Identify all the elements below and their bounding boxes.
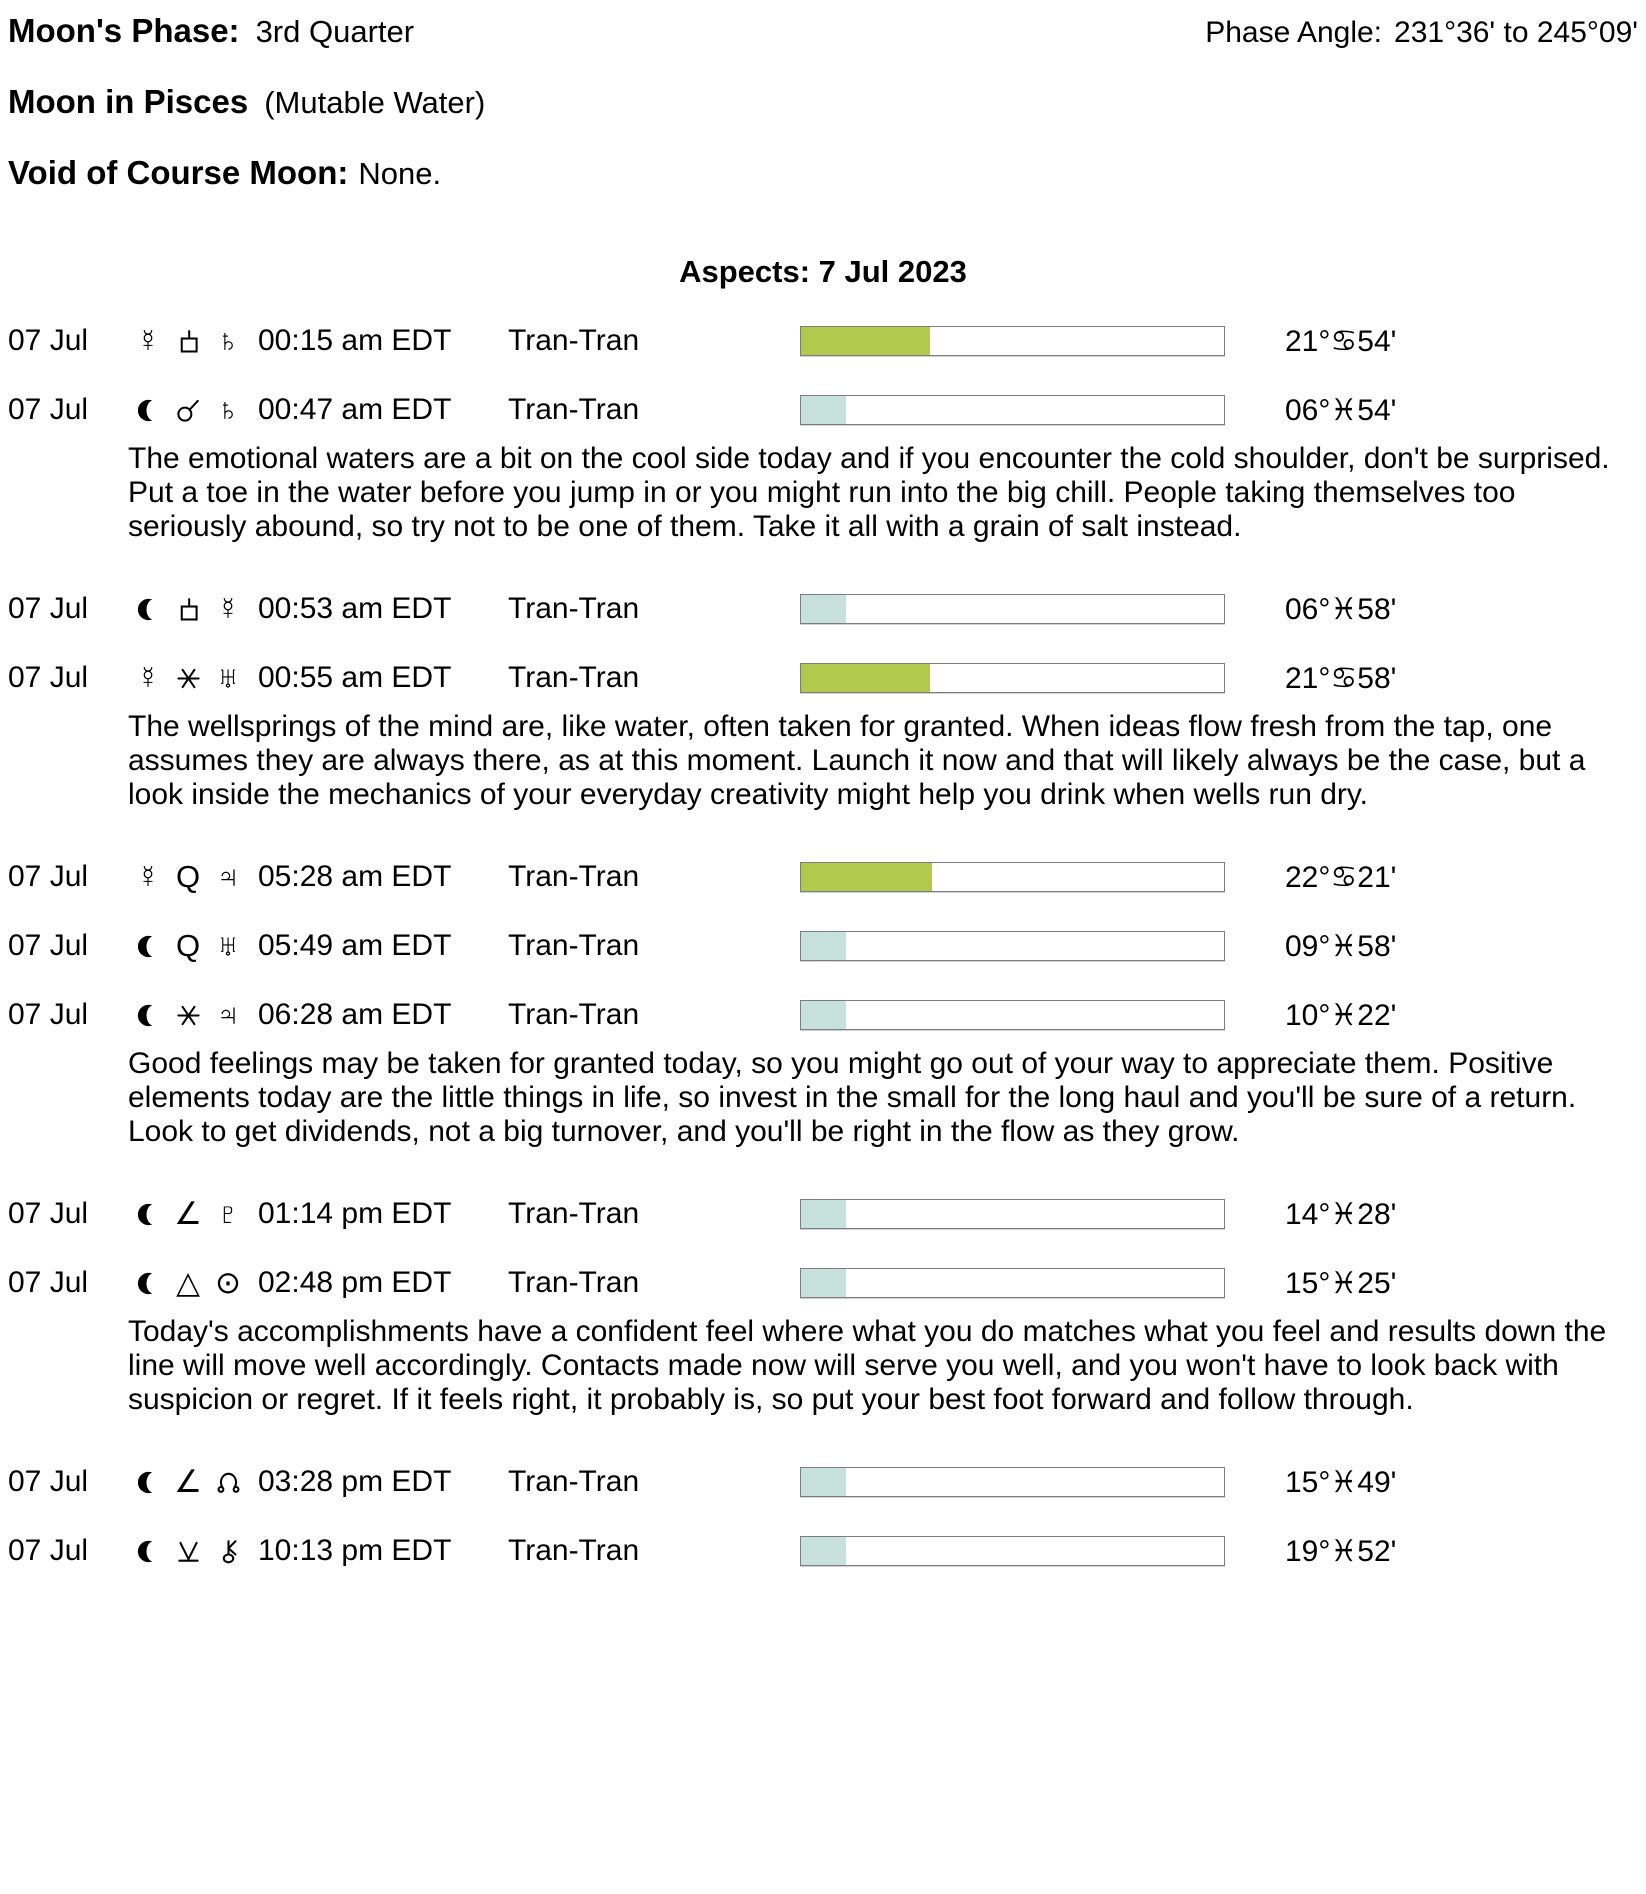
aspect-row [8,323,1638,359]
aspect-type: Tran-Tran [508,1266,640,1299]
aspect-time: 02:48 pm EDT [258,1266,452,1299]
aspect-position: 14°♓28' [1285,1197,1397,1231]
moon-icon [128,1270,168,1297]
jupiter-icon: ♃ [216,859,240,894]
moon-sign-value: (Mutable Water) [264,85,486,120]
aspect-type: Tran-Tran [508,393,640,426]
sextile-icon [168,665,208,692]
aspect-symbols [128,323,258,358]
orb-bar-fill [801,327,930,355]
moon-icon [128,397,168,424]
sesquiquadrate-icon [168,596,208,623]
orb-bar [800,1536,1225,1566]
aspect-time: 06:28 am EDT [258,998,452,1031]
pluto-icon: ♇ [216,1196,240,1231]
aspect-type: Tran-Tran [508,592,640,625]
orb-bar-fill [801,1269,846,1297]
aspect-date: 07 Jul [8,1197,89,1230]
aspect-row [8,928,1638,964]
aspect-time: 05:49 am EDT [258,929,452,962]
aspect-row [8,1533,1638,1569]
orb-bar [800,1000,1225,1030]
aspect-position: 06°♓58' [1285,592,1397,626]
orb-bar [800,326,1225,356]
orb-bar [800,663,1225,693]
conjunction-icon [168,397,208,424]
moon-icon [128,1469,168,1496]
sesquiquadrate-icon [168,328,208,355]
orb-bar [800,395,1225,425]
orb-bar-fill [801,863,932,891]
aspect-position: 10°♓22' [1285,998,1397,1032]
aspect-symbols [128,1196,258,1231]
uranus-icon: ♅ [216,660,240,695]
orb-bar-fill [801,1001,846,1029]
jupiter-icon: ♃ [216,997,240,1032]
moon-sign-label: Moon in Pisces [8,83,249,120]
aspect-row [8,1196,1638,1232]
moon-icon [128,933,168,960]
moon-icon [128,1201,168,1228]
moons-phase [8,12,414,50]
orb-bar [800,1467,1225,1497]
aspect-symbols [128,859,258,894]
north-node-icon [208,1469,248,1496]
uranus-icon: ♅ [216,928,240,963]
semisquare-icon: ∠ [174,1196,202,1231]
aspect-time: 00:15 am EDT [258,324,452,357]
aspect-position: 21°♋54' [1285,324,1397,358]
aspect-interpretation: Good feelings may be taken for granted today, so you might go out of your way to appreciate them. Positive elements today are the little things in life, so invest in the small for the long haul and you'll be sure of a return. Look to get dividends, not a big turnover, and you'll be right in the flow as they grow. [128,1047,1577,1148]
moon-icon [128,596,168,623]
mercury-icon: ☿ [136,859,160,894]
aspect-date: 07 Jul [8,393,89,426]
void-of-course-value: None. [358,156,442,191]
orb-bar-fill [801,664,930,692]
aspect-row [8,591,1638,627]
moons-phase-label: Moon's Phase: [8,12,240,49]
orb-bar [800,931,1225,961]
aspect-date: 07 Jul [8,661,89,694]
aspect-time: 00:47 am EDT [258,393,452,426]
aspect-position: 15°♓25' [1285,1266,1397,1300]
semisextile-icon [168,1538,208,1565]
aspect-time: 03:28 pm EDT [258,1465,452,1498]
report-header [8,12,1638,192]
aspect-date: 07 Jul [8,1266,89,1299]
aspect-time: 05:28 am EDT [258,860,452,893]
aspect-interpretation: The wellsprings of the mind are, like water, often taken for granted. When ideas flow fresh from the tap, one assumes they are always there, as at this moment. Launch it now and that will likely always be the case, but a look inside the mechanics of your everyday creativity might help you drink when wells run dry. [128,710,1586,811]
aspect-row [8,660,1638,696]
aspect-symbols [128,1265,258,1300]
semisquare-icon: ∠ [174,1464,202,1499]
phase-angle-value: 231°36' to 245°09' [1394,16,1638,49]
aspect-type: Tran-Tran [508,929,640,962]
aspect-interpretation: Today's accomplishments have a confident feel where what you do matches what you feel and results down the line will move well accordingly. Contacts made now will serve you well, and you won't have to look back with suspicion or regret. If it feels right, it probably is, so put your best foot forward and follow through. [128,1315,1607,1416]
aspect-date: 07 Jul [8,860,89,893]
orb-bar [800,862,1225,892]
aspect-type: Tran-Tran [508,998,640,1031]
aspect-time: 00:53 am EDT [258,592,452,625]
aspect-row [8,1464,1638,1500]
aspect-row [8,859,1638,895]
aspect-position: 22°♋21' [1285,860,1397,894]
phase-angle-label: Phase Angle: [1205,16,1383,49]
orb-bar [800,1268,1225,1298]
aspect-type: Tran-Tran [508,1197,640,1230]
aspect-time: 01:14 pm EDT [258,1197,452,1230]
aspect-list [8,323,1638,1569]
trine-icon: △ [176,1265,200,1300]
aspect-position: 15°♓49' [1285,1465,1397,1499]
orb-bar-fill [801,1537,846,1565]
phase-angle [1205,16,1638,50]
aspect-row [8,1265,1638,1301]
aspect-date: 07 Jul [8,998,89,1031]
aspect-position: 21°♋58' [1285,661,1397,695]
mercury-icon: ☿ [136,323,160,358]
aspect-type: Tran-Tran [508,1534,640,1567]
aspect-symbols [128,1464,258,1499]
aspect-time: 10:13 pm EDT [258,1534,452,1567]
moons-phase-value: 3rd Quarter [255,14,415,49]
moon-sign [8,83,485,121]
orb-bar-fill [801,1468,846,1496]
sun-icon: ⊙ [215,1265,241,1300]
moon-icon [128,1538,168,1565]
mercury-icon: ☿ [216,591,240,626]
quintile-icon: Q [175,928,201,963]
saturn-icon: ♄ [216,392,240,427]
aspects-title: Aspects: 7 Jul 2023 [679,254,967,289]
orb-bar-fill [801,1200,846,1228]
orb-bar-fill [801,932,846,960]
aspect-date: 07 Jul [8,592,89,625]
orb-bar-fill [801,595,846,623]
aspect-symbols [128,591,258,626]
aspect-type: Tran-Tran [508,1465,640,1498]
orb-bar [800,594,1225,624]
aspect-position: 09°♓58' [1285,929,1397,963]
moons-phase-line [8,12,1638,50]
void-of-course-line [8,154,1638,192]
sextile-icon [168,1002,208,1029]
orb-bar [800,1199,1225,1229]
moon-sign-line [8,83,1638,121]
aspect-interpretation: The emotional waters are a bit on the cool side today and if you encounter the cold shoulder, don't be surprised. Put a toe in the water before you jump in or you might run into the big chill. People taking themselves too seriously abound, so try not to be one of them. Take it all with a grain of salt instead. [128,442,1610,543]
quintile-icon: Q [175,859,201,894]
aspect-position: 19°♓52' [1285,1534,1397,1568]
aspect-symbols [128,997,258,1032]
aspect-date: 07 Jul [8,1534,89,1567]
aspect-date: 07 Jul [8,929,89,962]
aspect-symbols [128,392,258,427]
void-of-course [8,154,441,192]
aspect-symbols [128,660,258,695]
saturn-icon: ♄ [216,323,240,358]
aspect-row [8,997,1638,1033]
aspect-position: 06°♓54' [1285,393,1397,427]
aspect-time: 00:55 am EDT [258,661,452,694]
aspect-symbols [128,1538,258,1565]
aspect-date: 07 Jul [8,324,89,357]
aspect-type: Tran-Tran [508,661,640,694]
orb-bar-fill [801,396,846,424]
aspect-row [8,392,1638,428]
void-of-course-label: Void of Course Moon: [8,154,349,191]
aspect-type: Tran-Tran [508,860,640,893]
aspect-symbols [128,928,258,963]
mercury-icon: ☿ [136,660,160,695]
aspect-date: 07 Jul [8,1465,89,1498]
chiron-icon [208,1538,248,1565]
moon-icon [128,1002,168,1029]
aspect-type: Tran-Tran [508,324,640,357]
